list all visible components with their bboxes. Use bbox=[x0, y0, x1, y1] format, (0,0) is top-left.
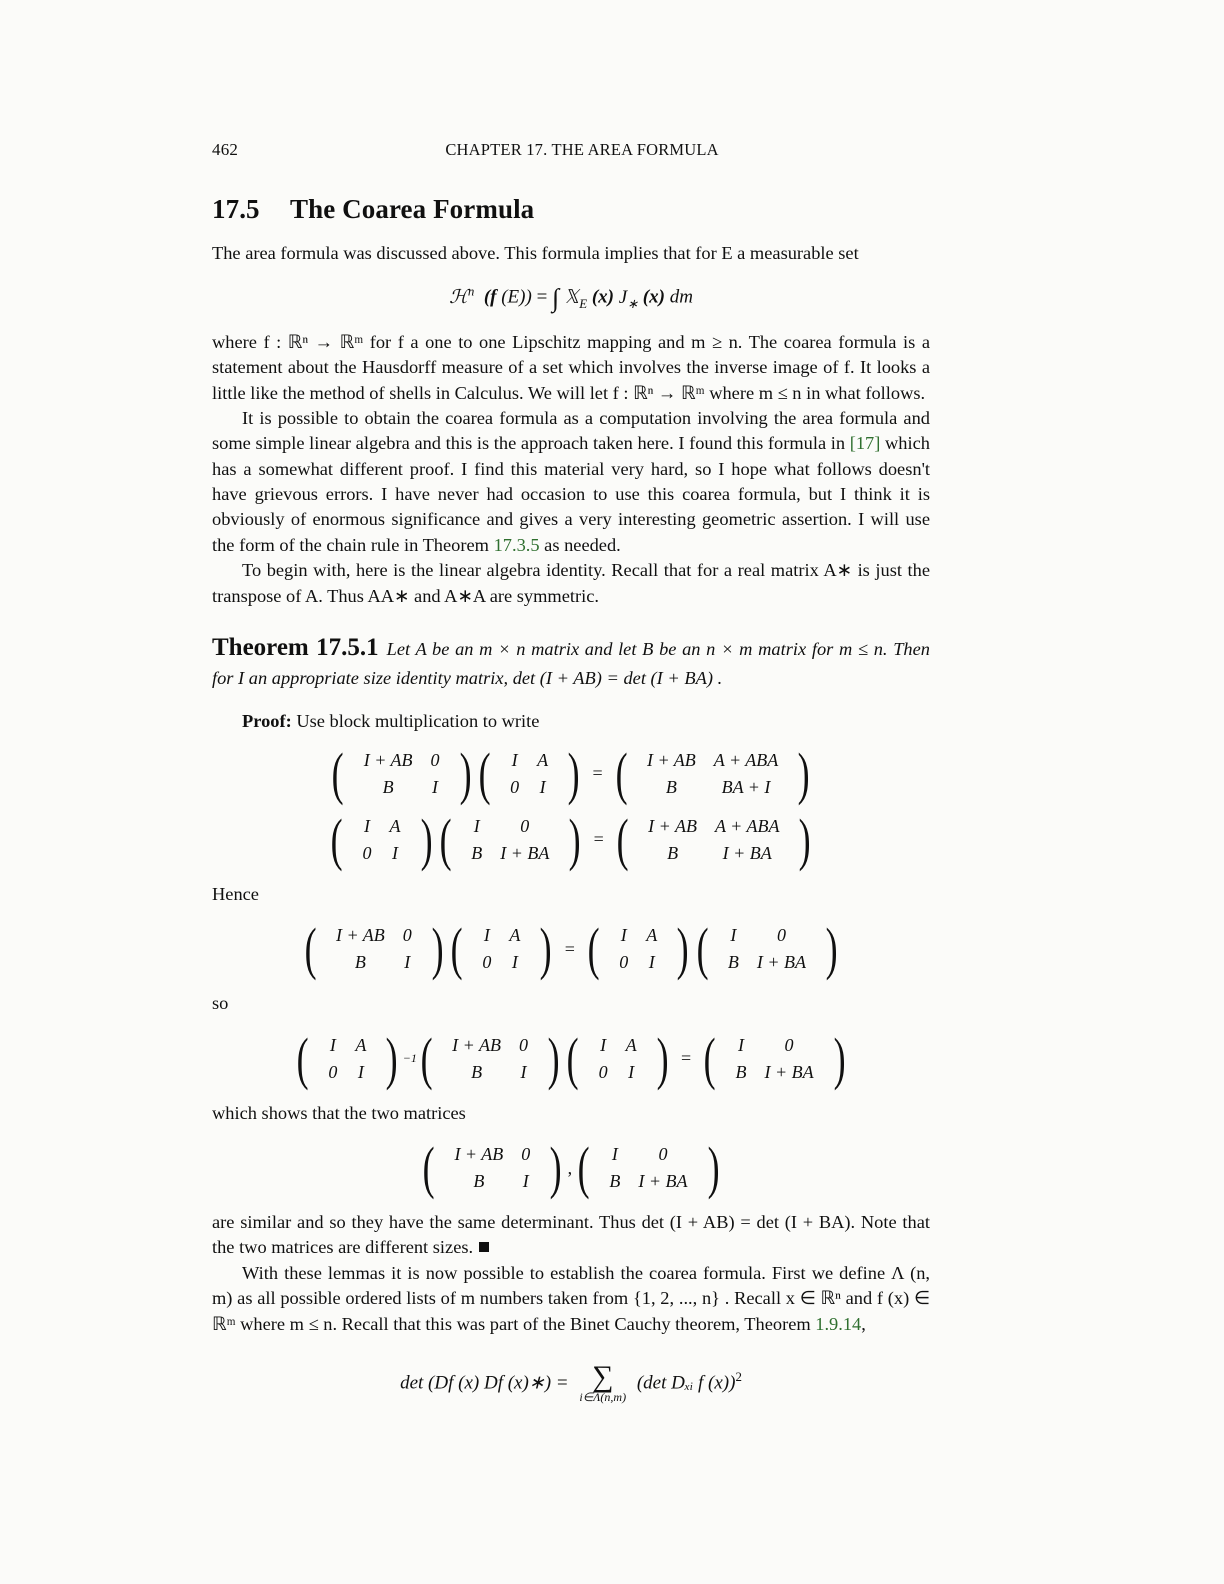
section-number: 17.5 bbox=[212, 194, 260, 224]
matrix-cell: 0 bbox=[402, 925, 412, 946]
matrix-equation-2 bbox=[212, 807, 930, 873]
equals-sign: = bbox=[680, 1048, 692, 1069]
matrix-cell: B bbox=[665, 776, 677, 797]
matrix-cell: I bbox=[522, 1171, 529, 1192]
matrix-cell: I bbox=[483, 925, 490, 946]
paragraph-intro: The area formula was discussed above. This formula implies that for E a measurable set bbox=[212, 243, 859, 263]
matrix-cell: A bbox=[355, 1034, 367, 1055]
matrix-cell: I + AB bbox=[363, 749, 413, 770]
matrix-4b bbox=[417, 1025, 563, 1091]
equation-area-formula: ℋ$^n$ (f (E)) = ∫ 𝕏$_E$ (x) $J_∗$ (x) dm bbox=[449, 283, 693, 313]
matrix-cell: I + AB bbox=[646, 749, 696, 770]
paren-left-icon: ( bbox=[566, 1025, 579, 1091]
matrix-cell: 0 bbox=[521, 1144, 531, 1165]
matrix-cell: I + AB bbox=[452, 1034, 501, 1055]
paren-right-icon: ) bbox=[569, 807, 581, 873]
matrix-3b bbox=[447, 916, 556, 982]
matrix-cell: A bbox=[646, 925, 658, 946]
matrix-cell: I + AB bbox=[335, 925, 385, 946]
so-label: so bbox=[212, 993, 229, 1014]
hence-label: Hence bbox=[212, 883, 259, 904]
matrix-cell: I bbox=[628, 1061, 635, 1082]
matrix-4c bbox=[563, 1025, 672, 1091]
paren-right-icon: ) bbox=[825, 916, 838, 982]
matrix-cell: 0 bbox=[328, 1061, 338, 1082]
matrix-cell: 0 bbox=[598, 1061, 608, 1082]
matrix-equation-4 bbox=[212, 1025, 930, 1091]
matrix-3d bbox=[693, 916, 842, 982]
matrix-4d bbox=[700, 1025, 849, 1091]
matrix-cell: I bbox=[520, 1061, 527, 1082]
qed-square-icon bbox=[479, 1242, 489, 1252]
matrix-cell: I bbox=[730, 925, 737, 946]
matrix-cell: A bbox=[389, 815, 401, 836]
matrix-cell: I bbox=[611, 1144, 618, 1165]
paren-right-icon: ) bbox=[459, 741, 472, 807]
paren-left-icon: ( bbox=[587, 916, 600, 982]
matrix-cell: I bbox=[539, 776, 546, 797]
matrix-cell: 0 bbox=[482, 952, 492, 973]
summation-limits: i∈Λ(n,m) bbox=[579, 1390, 627, 1405]
paragraph-similar-matrices bbox=[212, 1210, 930, 1261]
matrix-cell: 0 bbox=[520, 815, 530, 836]
summation-symbol bbox=[579, 1360, 627, 1405]
matrix-cell: I bbox=[357, 1061, 364, 1082]
theorem-link-1914[interactable]: 1.9.14 bbox=[815, 1313, 862, 1334]
matrix-cell: B bbox=[609, 1171, 621, 1192]
para3-part3: as needed. bbox=[544, 534, 621, 555]
para3-part1: It is possible to obtain the coarea formula as a computation involving the area formula and some simple linear algebra and this is the approach taken here. I found this formula in bbox=[212, 407, 930, 454]
paren-left-icon: ( bbox=[478, 741, 491, 807]
matrix-cell: I bbox=[364, 815, 371, 836]
matrix-cell: I bbox=[511, 952, 518, 973]
matrix-cell: 0 bbox=[658, 1144, 668, 1165]
paren-left-icon: ( bbox=[577, 1135, 590, 1201]
paren-left-icon: ( bbox=[332, 741, 345, 807]
matrix-cell: 0 bbox=[784, 1034, 794, 1055]
matrix-cell: A bbox=[537, 749, 549, 770]
matrix-cell: A bbox=[625, 1034, 637, 1055]
matrix-cell: I bbox=[329, 1034, 336, 1055]
section-heading bbox=[212, 194, 930, 225]
matrix-cell: I bbox=[600, 1034, 607, 1055]
matrix-cell: I bbox=[432, 776, 439, 797]
proof-label: Proof: bbox=[242, 710, 292, 731]
matrix-cell: B bbox=[471, 842, 483, 863]
paren-left-icon: ( bbox=[450, 916, 463, 982]
paren-left-icon: ( bbox=[703, 1025, 716, 1091]
matrix-1a bbox=[328, 741, 474, 807]
matrix-pair-5 bbox=[212, 1135, 930, 1201]
paren-left-icon: ( bbox=[304, 916, 317, 982]
matrix-cell: I + AB bbox=[454, 1144, 504, 1165]
matrix-cell: A + ABA bbox=[714, 815, 780, 836]
matrix-1b bbox=[475, 741, 584, 807]
proof-opening bbox=[212, 711, 930, 732]
proof-text: Use block multiplication to write bbox=[296, 710, 540, 731]
theorem-17-5-1 bbox=[212, 631, 930, 691]
paragraph-where bbox=[212, 330, 930, 406]
matrix-2b bbox=[436, 807, 585, 873]
matrix-4a bbox=[293, 1025, 417, 1091]
paren-left-icon: ( bbox=[422, 1135, 435, 1201]
equation-binet-cauchy bbox=[212, 1360, 930, 1405]
matrix-cell: B bbox=[727, 952, 739, 973]
section-title: The Coarea Formula bbox=[290, 194, 535, 224]
final-part1: With these lemmas it is now possible to establish the coarea formula. First we define Λ (n, m) as all possible ordered lists of m numbers taken from {1, 2, ..., n} . Recall x ∈ ℝⁿ and f (x) ∈ ℝᵐ where m ≤ n. Recall that this was part of the Binet Cauchy theorem, Theorem bbox=[212, 1262, 930, 1334]
matrix-cell: I + AB bbox=[648, 815, 697, 836]
chapter-title: CHAPTER 17. THE AREA FORMULA bbox=[445, 140, 719, 159]
matrix-separator-comma: , bbox=[567, 1157, 573, 1178]
matrix-cell: 0 bbox=[518, 1034, 528, 1055]
citation-link-17[interactable]: [17] bbox=[849, 433, 881, 454]
matrix-cell: I bbox=[392, 842, 399, 863]
running-head bbox=[212, 140, 930, 160]
final-eq-lhs: det (Df (x) Df (x)∗) = bbox=[400, 1372, 569, 1394]
matrix-cell: A + ABA bbox=[713, 749, 779, 770]
paren-right-icon: ) bbox=[797, 741, 810, 807]
equals-sign: = bbox=[592, 763, 603, 784]
matrix-cell: B bbox=[735, 1061, 747, 1082]
matrix-cell: B bbox=[471, 1061, 483, 1082]
matrix-cell: B bbox=[667, 842, 679, 863]
similar-text: are similar and so they have the same determinant. Thus det (I + AB) = det (I + BA). Note that the two matrices are different sizes. bbox=[212, 1212, 930, 1258]
matrix-5b bbox=[574, 1135, 723, 1201]
matrix-cell: I bbox=[737, 1034, 744, 1055]
paren-left-icon: ( bbox=[616, 807, 629, 873]
matrix-5a bbox=[419, 1135, 565, 1201]
equals-sign: = bbox=[564, 938, 575, 959]
final-eq-rhs: (det Dₓᵢ f (x)) bbox=[636, 1372, 736, 1394]
equals-sign: = bbox=[593, 829, 604, 850]
paren-left-icon: ( bbox=[615, 741, 628, 807]
paragraph-coarea-derivation bbox=[212, 406, 930, 558]
matrix-cell: 0 bbox=[510, 776, 520, 797]
paren-right-icon: ) bbox=[656, 1025, 669, 1091]
paren-right-icon: ) bbox=[676, 916, 689, 982]
matrix-cell: I + BA bbox=[722, 842, 772, 863]
matrix-cell: I bbox=[620, 925, 627, 946]
theorem-label: Theorem 17.5.1 bbox=[212, 634, 379, 662]
matrix-equation-3 bbox=[212, 916, 930, 982]
paragraph-where-text: where f : ℝⁿ → ℝᵐ for f a one to one Lipschitz mapping and m ≥ n. The coarea formula is a statement about the Hausdorff measure of a set which involves the inverse image of f. It looks a little like the method of shells in Calculus. We will let f : ℝⁿ → ℝᵐ where m ≤ n in what follows. bbox=[212, 331, 930, 403]
matrix-1c bbox=[612, 741, 814, 807]
paragraph-coarea-setup bbox=[212, 1261, 930, 1337]
paren-left-icon: ( bbox=[330, 807, 343, 873]
which-shows-text: which shows that the two matrices bbox=[212, 1102, 466, 1123]
matrix-cell: 0 bbox=[362, 842, 372, 863]
matrix-2c bbox=[613, 807, 815, 873]
matrix-cell: I + BA bbox=[764, 1061, 814, 1082]
theorem-link-1735[interactable]: 17.3.5 bbox=[493, 534, 540, 555]
matrix-equation-1 bbox=[212, 741, 930, 807]
paren-right-icon: ) bbox=[420, 807, 433, 873]
matrix-cell: I + BA bbox=[638, 1171, 688, 1192]
paren-right-icon: ) bbox=[799, 807, 812, 873]
matrix-2a bbox=[327, 807, 436, 873]
paren-left-icon: ( bbox=[420, 1025, 433, 1091]
paren-right-icon: ) bbox=[386, 1025, 399, 1091]
page-number: 462 bbox=[212, 140, 239, 159]
matrix-cell: B bbox=[354, 952, 366, 973]
paren-left-icon: ( bbox=[296, 1025, 309, 1091]
matrix-cell: I bbox=[511, 749, 518, 770]
matrix-cell: 0 bbox=[430, 749, 440, 770]
matrix-inverse-exponent: −1 bbox=[402, 1051, 417, 1066]
matrix-cell: 0 bbox=[619, 952, 629, 973]
paren-right-icon: ) bbox=[431, 916, 444, 982]
matrix-cell: I bbox=[404, 952, 411, 973]
matrix-3c bbox=[584, 916, 693, 982]
paren-right-icon: ) bbox=[540, 916, 553, 982]
matrix-cell: I + BA bbox=[500, 842, 550, 863]
final-eq-exponent: 2 bbox=[735, 1369, 742, 1385]
paren-right-icon: ) bbox=[549, 1135, 562, 1201]
paren-right-icon: ) bbox=[707, 1135, 720, 1201]
matrix-cell: I + BA bbox=[756, 952, 807, 973]
final-part2: , bbox=[861, 1313, 866, 1334]
theorem-statement: Let A be an m × n matrix and let B be an n × m matrix for m ≤ n. Then for I an appropriate size identity matrix, det (I + AB) = det (I + BA) . bbox=[212, 639, 930, 688]
paren-right-icon: ) bbox=[547, 1025, 560, 1091]
matrix-cell: I bbox=[648, 952, 655, 973]
paren-left-icon: ( bbox=[439, 807, 452, 873]
matrix-cell: I bbox=[473, 815, 480, 836]
matrix-cell: B bbox=[473, 1171, 485, 1192]
matrix-cell: A bbox=[509, 925, 521, 946]
matrix-3a bbox=[301, 916, 447, 982]
paragraph-linear-algebra-identity: To begin with, here is the linear algebra identity. Recall that for a real matrix A∗ is just the transpose of A. Thus AA∗ and A∗A are symmetric. bbox=[212, 560, 930, 606]
matrix-cell: B bbox=[382, 776, 394, 797]
sigma-icon: ∑ bbox=[592, 1360, 614, 1394]
matrix-cell: 0 bbox=[776, 925, 786, 946]
paren-right-icon: ) bbox=[833, 1025, 846, 1091]
page-content bbox=[212, 140, 930, 1421]
paren-right-icon: ) bbox=[567, 741, 580, 807]
matrix-cell: BA + I bbox=[721, 776, 771, 797]
paren-left-icon: ( bbox=[696, 916, 709, 982]
para3-part2: which has a somewhat different proof. I find this material very hard, so I hope what follows doesn't have grievous errors. I have never had occasion to use this coarea formula, but I think it is obviously of enormous significance and gives a very interesting geometric assertion. I will use the form of the chain rule in Theorem bbox=[212, 433, 930, 555]
